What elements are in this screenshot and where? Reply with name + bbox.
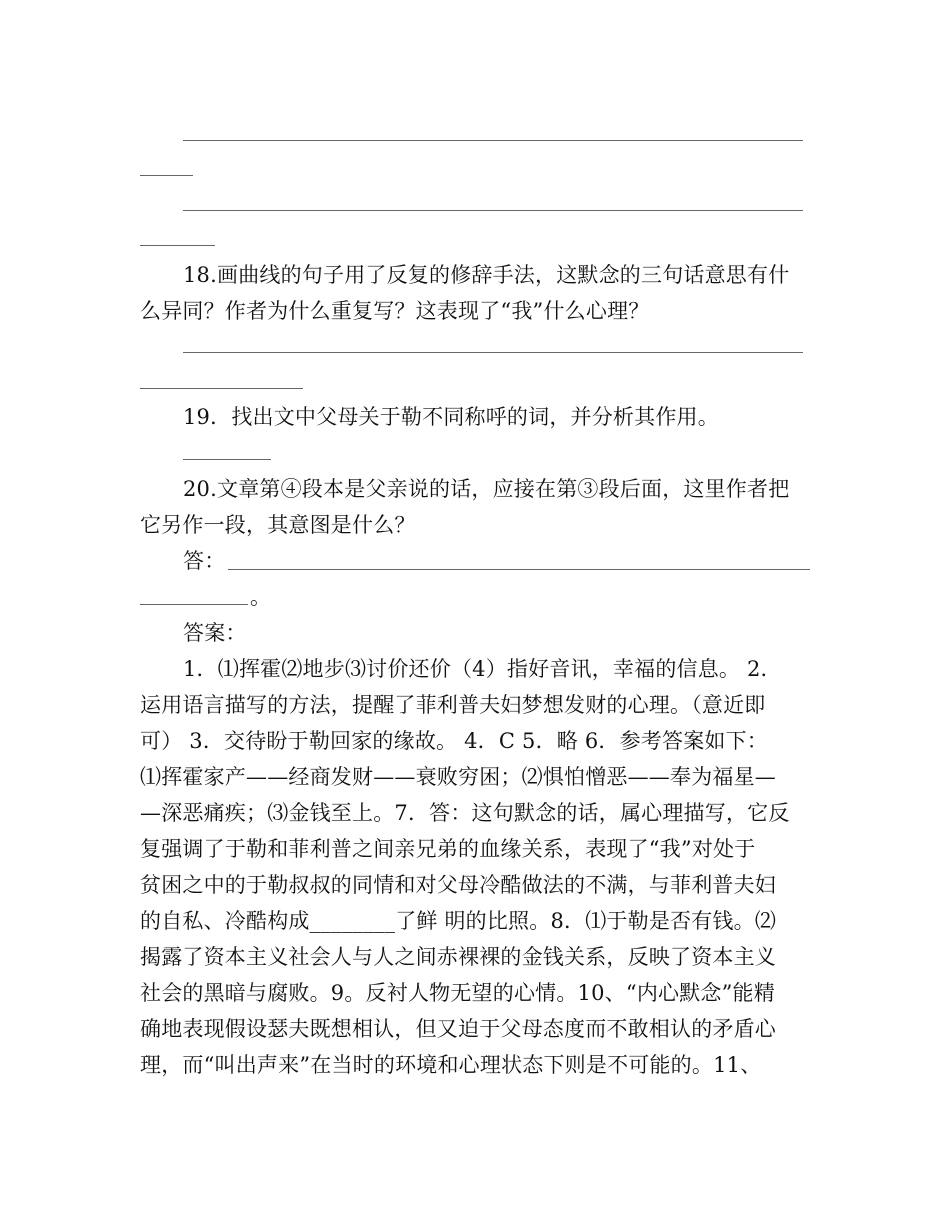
- answers-heading: 答案：: [183, 621, 247, 645]
- answer-blank-line[interactable]: [183, 140, 803, 141]
- answers-line: —深恶痛疾；⑶金钱至上。7．答：这句默念的话，属心理描写，它反: [140, 801, 790, 825]
- answer-blank-line[interactable]: [140, 604, 248, 605]
- answer-blank-line[interactable]: [183, 210, 803, 211]
- answers-line: 的自私、冷酷构成________了鲜 明的比照。8．⑴于勒是否有钱。⑵: [140, 909, 777, 933]
- answers-line: 运用语言描写的方法，提醒了菲利普夫妇梦想发财的心理。（意近即: [140, 693, 766, 717]
- answer-blank-line[interactable]: [183, 352, 803, 353]
- answers-line: 复强调了于勒和菲利普之间亲兄弟的血缘关系，表现了“我”对处于: [140, 837, 756, 861]
- answers-line: 贫困之中的于勒叔叔的同情和对父母冷酷做法的不满，与菲利普夫妇: [140, 873, 776, 897]
- answer-blank-line[interactable]: [140, 245, 215, 246]
- answers-line: 确地表现假设瑟夫既想相认，但又迫于父母态度而不敢相认的矛盾心: [140, 1017, 776, 1041]
- answers-line: ⑴挥霍家产——经商发财——衰败穷困；⑵惧怕憎恶——奉为福星—: [140, 765, 776, 789]
- answer-blank-line[interactable]: [183, 459, 271, 460]
- question-20-answer-line: [183, 544, 810, 578]
- answers-line: 社会的黑暗与腐败。9。反衬人物无望的心情。10、“内心默念”能精: [140, 981, 775, 1005]
- question-20-line-2: 它另作一段，其意图是什么？: [140, 513, 416, 537]
- question-20-line-1: 20.文章第④段本是父亲说的话，应接在第③段后面，这里作者把: [183, 477, 790, 501]
- answer-end-mark: 。: [250, 585, 272, 609]
- answer-blank-line[interactable]: [140, 388, 303, 389]
- answer-blank-line[interactable]: [228, 569, 810, 570]
- answers-line: 1．⑴挥霍⑵地步⑶讨价还价（4）指好音讯，幸福的信息。 2．: [183, 657, 782, 681]
- answer-prefix: 答：: [183, 549, 226, 573]
- question-18-line-2: 么异同？作者为什么重复写？这表现了“我”什么心理？: [140, 299, 650, 323]
- answers-line: 理，而“叫出声来”在当时的环境和心理状态下则是不可能的。11、: [140, 1053, 762, 1077]
- question-19-line-1: 19．找出文中父母关于勒不同称呼的词，并分析其作用。: [183, 405, 719, 429]
- answers-line: 揭露了资本主义社会人与人之间赤裸裸的金钱关系，反映了资本主义: [140, 945, 776, 969]
- answers-line: 可） 3．交待盼于勒回家的缘故。 4．C 5．略 6．参考答案如下：: [140, 729, 769, 753]
- answer-blank-line[interactable]: [140, 175, 193, 176]
- question-18-line-1: 18.画曲线的句子用了反复的修辞手法，这默念的三句话意思有什: [183, 263, 790, 287]
